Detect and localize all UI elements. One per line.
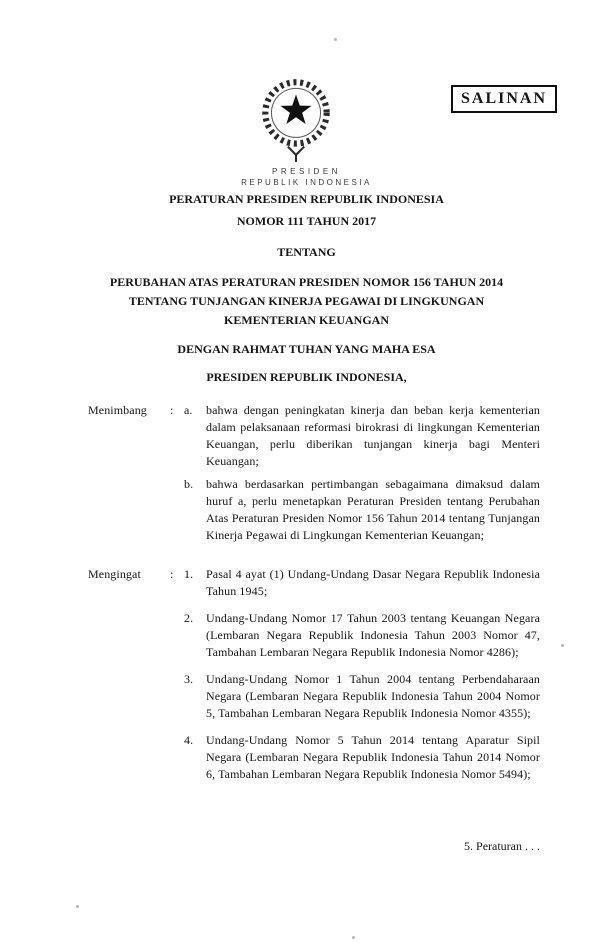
menimbang-label: Menimbang <box>88 403 147 417</box>
mengingat-item-1 <box>184 566 540 600</box>
item-marker: 1. <box>184 567 194 581</box>
subject-line: TENTANG TUNJANGAN KINERJA PEGAWAI DI LINGKUNGAN <box>128 294 485 308</box>
menimbang-colon: : <box>170 403 174 417</box>
scan-speck <box>334 38 337 41</box>
mengingat-item-4 <box>184 732 540 783</box>
title-block <box>0 192 613 384</box>
regulation-title: PERATURAN PRESIDEN REPUBLIK INDONESIA <box>169 192 444 206</box>
salinan-stamp <box>451 85 557 113</box>
item-text: bahwa berdasarkan pertimbangan sebagaimana dimaksud dalam huruf a, perlu menetapkan Peraturan Presiden tentang Perubahan Atas Peraturan Presiden Nomor 156 Tahun 2014 tentang Tunjangan Kinerja Pegawai di Lingkungan Kementerian Keuangan; <box>206 477 540 542</box>
item-text: Undang-Undang Nomor 1 Tahun 2004 tentang Perbendaharaan Negara (Lembaran Negara Republik Indonesia Tahun 2004 Nomor 5, Tambahan Lembaran Negara Republik Indonesia Nomor 4355); <box>206 672 540 720</box>
item-text: bahwa dengan peningkatan kinerja dan beban kerja kementerian dalam pelaksanaan reformasi birokrasi di lingkungan Kementerian Keuangan, perlu diberikan tunjangan kinerja bagi Menteri Keuangan; <box>206 403 540 468</box>
item-text: Undang-Undang Nomor 5 Tahun 2014 tentang Aparatur Sipil Negara (Lembaran Negara Republik Indonesia Tahun 2014 Nomor 6, Tambahan Lembaran Negara Republik Indonesia Nomor 5494); <box>206 733 540 781</box>
item-text: Undang-Undang Nomor 17 Tahun 2003 tentang Keuangan Negara (Lembaran Negara Republik Indonesia Tahun 2003 Nomor 47, Tambahan Lembaran Negara Republik Indonesia Nomor 4286); <box>206 611 540 659</box>
presidential-emblem-icon <box>252 72 340 164</box>
item-marker: 2. <box>184 611 194 625</box>
menimbang-section <box>88 402 540 544</box>
mengingat-item-3 <box>184 671 540 722</box>
regulation-subject <box>0 273 613 330</box>
menimbang-item-b <box>184 476 540 544</box>
grace-line: DENGAN RAHMAT TUHAN YANG MAHA ESA <box>177 342 436 356</box>
mengingat-items <box>184 566 540 783</box>
item-marker: 4. <box>184 733 194 747</box>
scan-speck <box>76 905 79 908</box>
mengingat-section <box>88 566 540 783</box>
letterhead <box>0 167 613 187</box>
garuda-star-wreath-icon <box>252 72 340 164</box>
regulation-number: NOMOR 111 TAHUN 2017 <box>236 214 377 228</box>
scan-speck <box>352 936 355 939</box>
item-marker: 3. <box>184 672 194 686</box>
tentang-label: TENTANG <box>277 245 336 259</box>
authority-line: PRESIDEN REPUBLIK INDONESIA, <box>206 370 407 384</box>
scan-speck <box>561 644 564 647</box>
mengingat-label: Mengingat <box>88 567 141 581</box>
menimbang-item-a <box>184 402 540 470</box>
catchword: 5. Peraturan . . . <box>464 839 540 853</box>
menimbang-items <box>184 402 540 544</box>
document-body <box>88 402 540 783</box>
item-text: Pasal 4 ayat (1) Undang-Undang Dasar Negara Republik Indonesia Tahun 1945; <box>206 567 540 598</box>
letterhead-presiden: PRESIDEN <box>272 167 341 176</box>
mengingat-item-2 <box>184 610 540 661</box>
item-marker: a. <box>184 403 193 417</box>
letterhead-republik-indonesia: REPUBLIK INDONESIA <box>241 178 372 187</box>
subject-line: PERUBAHAN ATAS PERATURAN PRESIDEN NOMOR 156 TAHUN 2014 <box>109 275 504 289</box>
item-marker: b. <box>184 477 194 491</box>
salinan-stamp-label: SALINAN <box>460 90 547 107</box>
mengingat-colon: : <box>170 567 174 581</box>
subject-line: KEMENTERIAN KEUANGAN <box>223 313 389 327</box>
